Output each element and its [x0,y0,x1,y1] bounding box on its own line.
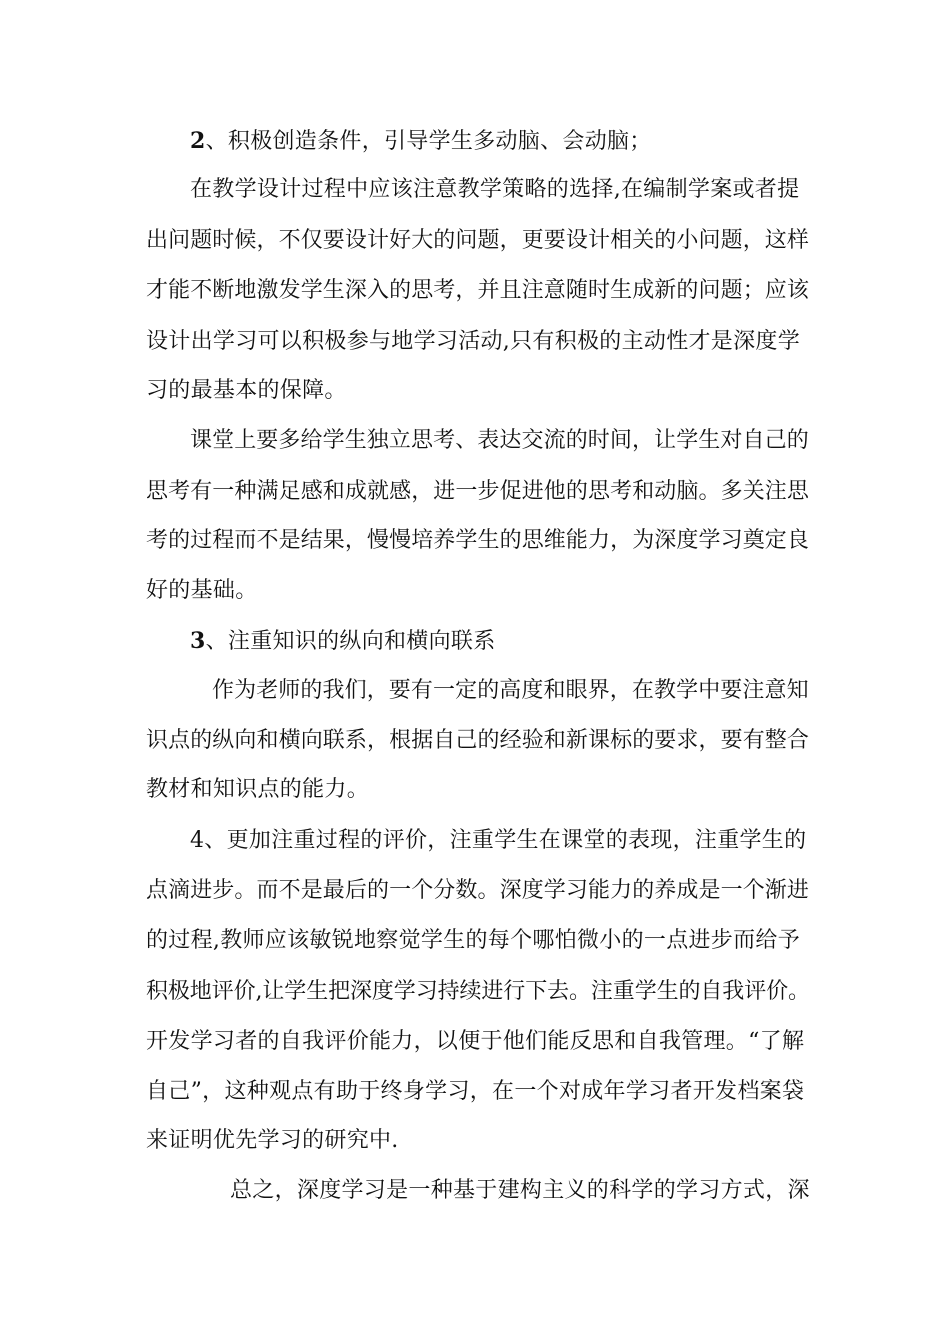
section-heading-3 [190,626,812,657]
paragraph-line: 在教学设计过程中应该注意教学策略的选择,在编制学案或者提 [190,177,800,202]
paragraph-line: 出问题时候，不仅要设计好大的问题，更要设计相关的小问题，这样 [146,228,810,253]
paragraph-line: 作为老师的我们，要有一定的高度和眼界，在教学中要注意知 [212,678,809,703]
heading-text: 、注重知识的纵向和横向联系 [205,629,496,654]
paragraph-line: 积极地评价,让学生把深度学习持续进行下去。注重学生的自我评价。 [146,979,810,1004]
paragraph-line: 4、更加注重过程的评价，注重学生在课堂的表现，注重学生的 [190,828,807,853]
section-heading-2 [190,126,812,157]
paragraph-line: 思考有一种满足感和成就感，进一步促进他的思考和动脑。多关注思 [146,479,810,504]
paragraph-line: 习的最基本的保障。 [146,378,347,403]
paragraph-line: 好的基础。 [146,578,258,603]
heading-number: 3 [190,628,206,654]
heading-number: 2 [190,128,206,154]
paragraph-line: 教材和知识点的能力。 [146,777,370,802]
paragraph-line: 设计出学习可以积极参与地学习活动,只有积极的主动性才是深度学 [146,329,800,354]
paragraph-line: 的过程,教师应该敏锐地察觉学生的每个哪怕微小的一点进步而给予 [146,928,800,953]
paragraph-line: 来证明优先学习的研究中. [146,1128,399,1153]
paragraph-line: 开发学习者的自我评价能力，以便于他们能反思和自我管理。“了解 [146,1029,805,1054]
paragraph-line: 考的过程而不是结果，慢慢培养学生的思维能力，为深度学习奠定良 [146,528,810,553]
paragraph-line: 自己”，这种观点有助于终身学习，在一个对成年学习者开发档案袋 [146,1079,805,1104]
paragraph-line: 总之，深度学习是一种基于建构主义的科学的学习方式，深 [230,1178,810,1203]
paragraph-line: 课堂上要多给学生独立思考、表达交流的时间，让学生对自己的 [190,428,809,453]
paragraph-line: 点滴进步。而不是最后的一个分数。深度学习能力的养成是一个渐进 [146,878,810,903]
paragraph-line: 才能不断地激发学生深入的思考，并且注意随时生成新的问题；应该 [146,278,810,303]
paragraph-line: 识点的纵向和横向联系，根据自己的经验和新课标的要求，要有整合 [146,728,810,753]
heading-text: 、积极创造条件，引导学生多动脑、会动脑； [205,129,652,154]
